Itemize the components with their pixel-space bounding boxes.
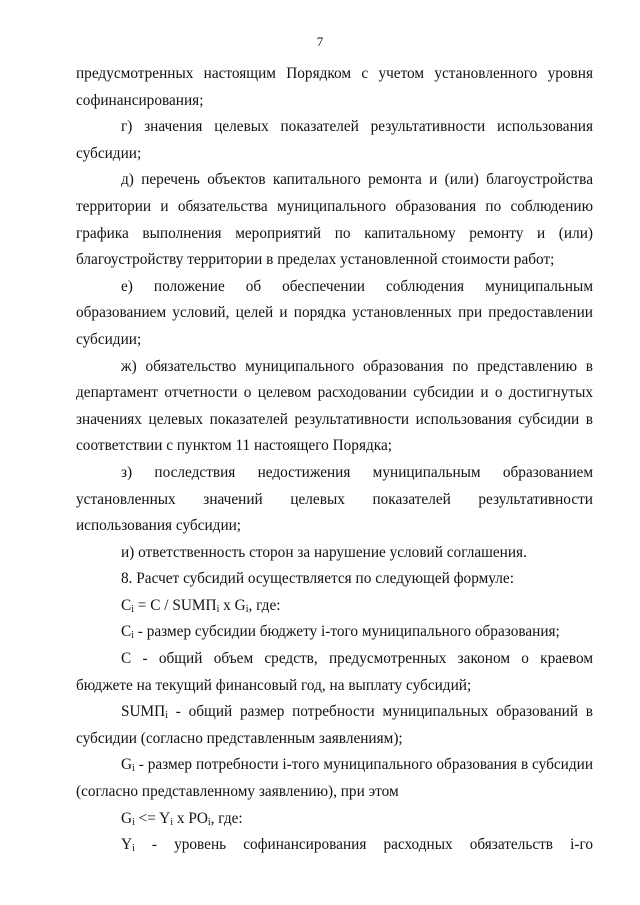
formula-sub: i xyxy=(132,843,135,855)
document-body xyxy=(76,61,593,859)
formula-sub: i xyxy=(131,630,134,642)
definition-yi xyxy=(76,832,593,859)
paragraph-8: 8. Расчет субсидий осуществляется по следующей формуле: xyxy=(121,570,514,588)
symbol-c: C xyxy=(121,623,132,641)
definition-text: - размер потребности i-того муниципального образования в субсидии (согласно представленному заявлению), при этом xyxy=(76,756,593,801)
formula-line xyxy=(76,593,593,620)
paragraph-g: г) значения целевых показателей результативности использования субсидии; xyxy=(76,118,593,162)
paragraph-i: и) ответственность сторон за нарушение условий соглашения. xyxy=(121,543,527,561)
formula-x: x G xyxy=(219,596,246,614)
paragraph-e: е) положение об обеспечении соблюдения муниципальным образованием условий, целей и порядка установленных при предоставлении субсидии; xyxy=(76,277,593,348)
paragraph-d: д) перечень объектов капитального ремонта и (или) благоустройства территории и обязательства муниципального образования по соблюдению графика выполнения мероприятий по капитальному ремонту и (или) благоустройству территории в пределах установленной стоимости работ; xyxy=(76,171,593,269)
condition-text: , где: xyxy=(210,809,243,827)
paragraph: предусмотренных настоящим Порядком с учетом установленного уровня софинансирования; xyxy=(76,65,593,109)
formula-sub: i xyxy=(170,816,174,828)
definition-text: - уровень софинансирования расходных обязательств i-го xyxy=(134,836,593,854)
formula-c: C xyxy=(121,596,132,614)
definition-gi xyxy=(76,752,593,805)
paragraph-zh: ж) обязательство муниципального образования по представлению в департамент отчетности о целевом расходовании субсидии и о достигнутых значениях целевых показателей результативности использования субсидии в соответствии с пунктом 11 настоящего Порядка; xyxy=(76,357,593,455)
condition-text: <= Y xyxy=(134,809,171,827)
formula-eq: = C / SUMП xyxy=(133,596,217,614)
formula-sub: i xyxy=(207,816,211,828)
formula-tail: , где: xyxy=(248,596,281,614)
definition-text: - размер субсидии бюджету i-того муниципального образования; xyxy=(133,623,560,641)
formula-sub: i xyxy=(131,603,134,615)
condition-text: x PO xyxy=(173,809,208,827)
formula-sub: i xyxy=(216,603,220,615)
page-number: 7 xyxy=(316,34,324,49)
symbol-g: G xyxy=(121,809,133,827)
formula-sub: i xyxy=(165,710,168,722)
symbol-sum: SUMП xyxy=(121,703,166,721)
formula-sub: i xyxy=(132,763,135,775)
symbol-y: Y xyxy=(121,836,133,854)
formula-sub: i xyxy=(132,816,135,828)
definition-c: C - общий объем средств, предусмотренных законом о краевом бюджете на текущий финансовый год, на выплату субсидий; xyxy=(76,650,593,694)
formula-sub: i xyxy=(245,603,249,615)
definition-ci xyxy=(76,619,593,646)
definition-sum xyxy=(76,699,593,752)
symbol-g: G xyxy=(121,756,133,774)
paragraph-z: з) последствия недостижения муниципальным образованием установленных значений целевых показателей результативности использования субсидии; xyxy=(76,463,593,535)
condition-line xyxy=(76,806,593,833)
definition-text: - общий размер потребности муниципальных образований в субсидии (согласно представленным заявлениям); xyxy=(76,703,593,747)
